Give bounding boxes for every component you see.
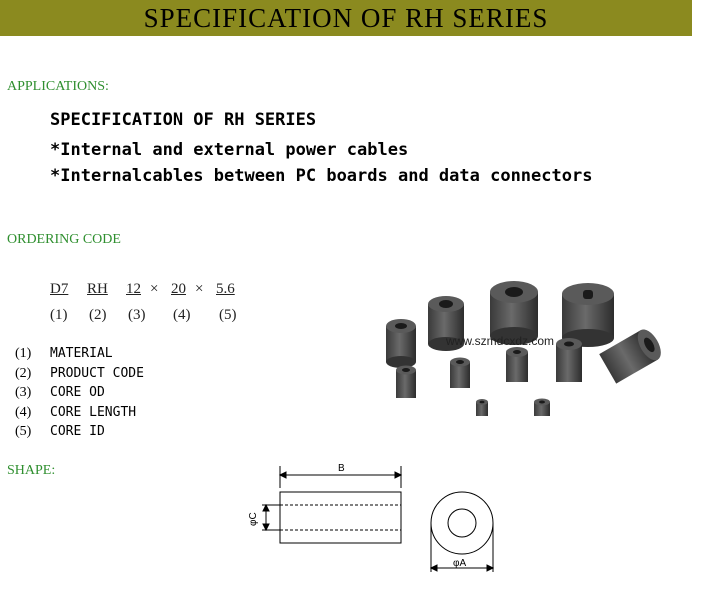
application-line-2: *Internal and external power cables — [50, 140, 409, 160]
code-id: 5.6 — [216, 281, 235, 297]
position-4: (4) — [173, 307, 191, 323]
dimension-b-label: B — [338, 463, 345, 474]
dimension-a-label: φA — [453, 558, 467, 569]
code-length: 20 — [171, 281, 186, 297]
application-line-1: SPECIFICATION OF RH SERIES — [50, 110, 317, 130]
code-times-1: × — [150, 281, 159, 297]
ferrite-core-small — [556, 338, 582, 382]
legend-item: (4) CORE LENGTH — [15, 404, 137, 420]
page-title: SPECIFICATION OF RH SERIES — [143, 2, 549, 33]
code-od: 12 — [126, 281, 141, 297]
position-5: (5) — [219, 307, 237, 323]
title-banner — [0, 0, 692, 36]
ferrite-core-medium — [386, 319, 416, 368]
legend-item: (1) MATERIAL — [15, 346, 113, 361]
position-1: (1) — [50, 307, 68, 323]
applications-label: APPLICATIONS: — [7, 79, 109, 94]
ordering-code-label: ORDERING CODE — [7, 232, 121, 247]
code-material: D7 — [50, 281, 69, 297]
code-times-2: × — [195, 281, 204, 297]
application-line-3: *Internalcables between PC boards and data connectors — [50, 166, 593, 186]
code-product: RH — [87, 281, 108, 297]
legend-item: (3) CORE OD — [15, 385, 105, 400]
position-3: (3) — [128, 307, 146, 323]
ferrite-core-small — [450, 358, 470, 389]
legend-item: (2) PRODUCT CODE — [15, 365, 144, 381]
dimension-c-label: φC — [248, 512, 259, 526]
ferrite-core-small — [506, 347, 528, 382]
shape-diagram — [240, 460, 510, 585]
shape-label: SHAPE: — [7, 463, 56, 478]
ferrite-cores-photo — [380, 278, 670, 428]
ferrite-core-tiny — [476, 399, 488, 416]
ferrite-core-small — [396, 366, 416, 399]
position-2: (2) — [89, 307, 107, 323]
ferrite-core-tiny — [534, 399, 550, 417]
ferrite-core-large-slotted — [562, 283, 614, 347]
ordering-legend — [15, 346, 144, 444]
legend-item: (5) CORE ID — [15, 424, 105, 439]
photo-watermark: www.szmdcxdz.com — [446, 334, 555, 348]
